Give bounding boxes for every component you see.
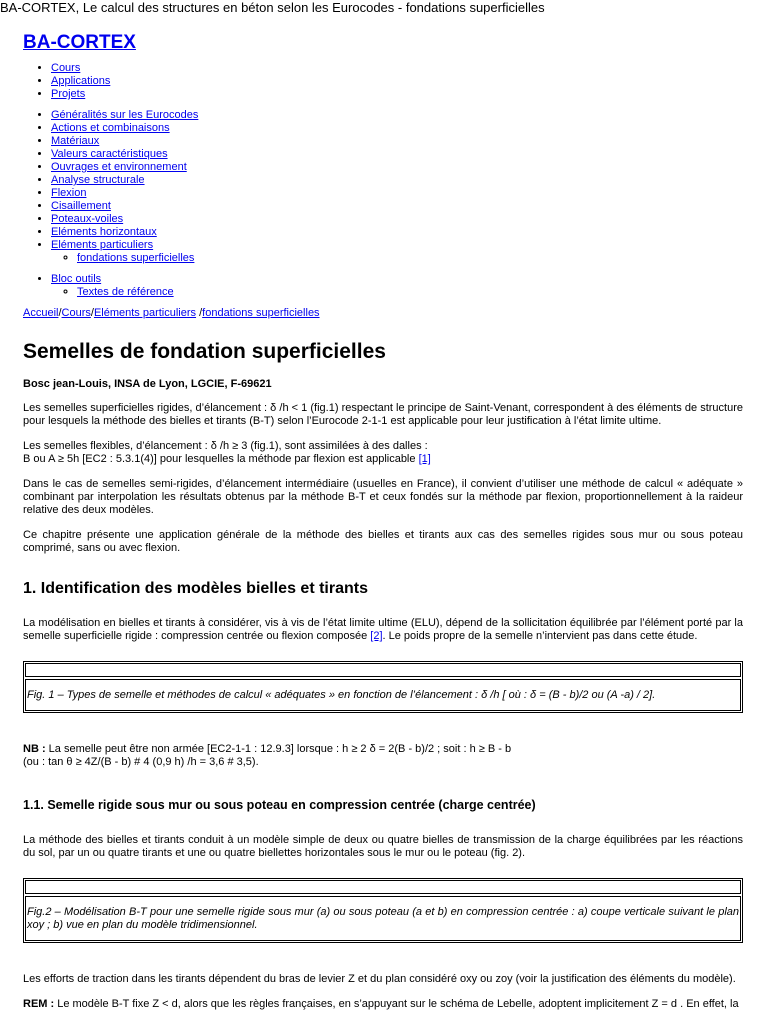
breadcrumb-accueil[interactable]: Accueil — [23, 307, 59, 319]
figure-2-caption: Fig.2 – Modélisation B-T pour une semelle rigide sous mur (a) ou sous poteau (a et b) en compression centrée : a) coupe verticale suivant le plan xoy ; b) vue en plan du modèle tridimensionnel. — [25, 896, 741, 941]
breadcrumb-current[interactable]: fondations superficielles — [202, 307, 320, 319]
topic-item — [51, 122, 743, 135]
nav-item-cours — [51, 62, 743, 75]
nav-link-applications[interactable]: Applications — [51, 75, 111, 87]
topic-item — [51, 174, 743, 187]
window-title: BA-CORTEX, Le calcul des structures en béton selon les Eurocodes - fondations superficielles — [0, 0, 545, 15]
nb-text: La semelle peut être non armée [EC2-1-1 : 12.9.3] lorsque : h ≥ 2 δ = 2(B - b)/2 ; soit : h ≥ B - b — [45, 743, 512, 755]
paragraph-methode-bt: La méthode des bielles et tirants conduit à un modèle simple de deux ou quatre bielles de transmission de la charge équilibrées par les réactions du sol, par un ou quatre tirants et une ou quatre biellettes horizontales sous le mur ou le poteau (fig. 2). — [23, 834, 743, 859]
topic-item — [51, 200, 743, 213]
topic-item — [51, 161, 743, 174]
rem-note — [23, 998, 743, 1011]
paragraph-flexibles — [23, 440, 743, 466]
paragraph-rigides: Les semelles superficielles rigides, d’élancement : δ /h < 1 (fig.1) respectant le principe de Saint-Venant, correspondent à des éléments de structure pour lesquels la méthode des bielles et tirants (B-T) selon l’Eurocode 2-1-1 est applicable pour leur justification à l’état limite ultime. — [23, 402, 743, 427]
tools-subitem — [77, 286, 743, 299]
topic-link-materiaux[interactable]: Matériaux — [51, 135, 100, 147]
page-content — [23, 30, 743, 1023]
nb-label: NB : — [23, 743, 46, 755]
breadcrumb — [23, 307, 743, 320]
tools-link-bloc-outils[interactable]: Bloc outils — [51, 273, 102, 285]
topic-item — [51, 239, 743, 265]
topic-item — [51, 213, 743, 226]
tools-item — [51, 273, 743, 299]
figure-1-image-cell — [25, 663, 741, 677]
breadcrumb-elements[interactable]: Eléments particuliers — [93, 307, 197, 319]
author-line: Bosc jean-Louis, INSA de Lyon, LGCIE, F-69621 — [23, 378, 272, 390]
topic-link-cisaillement[interactable]: Cisaillement — [51, 200, 111, 212]
topic-item — [51, 187, 743, 200]
topic-item — [51, 148, 743, 161]
nb-note — [23, 743, 743, 769]
figure-2-image-cell — [25, 880, 741, 894]
main-nav — [23, 62, 743, 101]
paragraph-chapitre: Ce chapitre présente une application générale de la méthode des bielles et tirants aux cas des semelles rigides sous mur ou sous poteau comprimé, sans ou avec flexion. — [23, 529, 743, 554]
topic-link-poteaux[interactable]: Poteaux-voiles — [51, 213, 124, 225]
tools-link-textes[interactable]: Textes de référence — [77, 286, 174, 298]
nb-text: (ou : tan θ ≥ 4Z/(B - b) # 4 (0,9 h) /h = 3,6 # 3,5). — [23, 756, 259, 768]
topics-nav — [23, 109, 743, 265]
nav-link-projets[interactable]: Projets — [51, 88, 86, 100]
topic-link-actions[interactable]: Actions et combinaisons — [51, 122, 170, 134]
nav-item-applications — [51, 75, 743, 88]
topic-item — [51, 226, 743, 239]
topic-link-horizontaux[interactable]: Eléments horizontaux — [51, 226, 157, 238]
rem-text: Le modèle B-T fixe Z < d, alors que les règles françaises, en s’appuyant sur le schéma de Lebelle, adoptent implicitement Z = d . En effet, la — [54, 998, 739, 1010]
topic-link-particuliers[interactable]: Eléments particuliers — [51, 239, 154, 251]
figure-1-caption: Fig. 1 – Types de semelle et méthodes de calcul « adéquates » en fonction de l’élancement : δ /h [ où : δ = (B - b)/2 ou (A -a) / 2]. — [25, 679, 741, 711]
breadcrumb-separator: / — [58, 307, 62, 319]
figure-2-table — [23, 878, 743, 943]
footnote-ref-1[interactable]: [1] — [418, 453, 431, 465]
paragraph-text: Les semelles flexibles, d’élancement : δ /h ≥ 3 (fig.1), sont assimilées à des dalles : — [23, 440, 428, 452]
paragraph-text: . Le poids propre de la semelle n’intervient pas dans cette étude. — [382, 630, 698, 642]
subsection-heading-1-1: 1.1. Semelle rigide sous mur ou sous poteau en compression centrée (charge centrée) — [23, 798, 536, 812]
paragraph-semi-rigides: Dans le cas de semelles semi-rigides, d’élancement intermédiaire (usuelles en France), il convient d’utiliser une méthode de calcul « adéquate » combinant par interpolation les résultats obtenus par la méthode B-T et ceux fondés sur la méthode par flexion, proportionnellement à la raideur relative des deux modèles. — [23, 478, 743, 516]
section-heading-1: 1. Identification des modèles bielles et tirants — [23, 580, 368, 597]
topic-item — [51, 135, 743, 148]
subtopic-item — [77, 252, 743, 265]
topic-item — [51, 109, 743, 122]
tools-nav — [23, 273, 743, 299]
paragraph-text: B ou A ≥ 5h [EC2 : 5.3.1(4)] pour lesquelles la méthode par flexion est applicable — [23, 453, 419, 465]
breadcrumb-separator: / — [90, 307, 94, 319]
paragraph-efforts: Les efforts de traction dans les tirants dépendent du bras de levier Z et du plan considéré oxy ou zoy (voir la justification des éléments du modèle). — [23, 973, 736, 985]
brand-link[interactable]: BA-CORTEX — [23, 32, 136, 53]
rem-label: REM : — [23, 998, 55, 1010]
breadcrumb-separator: / — [196, 307, 203, 319]
figure-1-table — [23, 661, 743, 713]
site-brand — [23, 32, 743, 54]
topic-link-generalites[interactable]: Généralités sur les Eurocodes — [51, 109, 199, 121]
nav-link-cours[interactable]: Cours — [51, 62, 81, 74]
topic-link-ouvrages[interactable]: Ouvrages et environnement — [51, 161, 187, 173]
paragraph-text: La modélisation en bielles et tirants à considérer, vis à vis de l’état limite ultime (ELU), dépend de la sollicitation équilibrée par l’élément porté par la semelle superficielle rigide : compression centrée ou flexion composée — [23, 617, 743, 642]
page-title: Semelles de fondation superficielles — [23, 340, 386, 363]
topic-subnav — [51, 252, 743, 265]
breadcrumb-cours[interactable]: Cours — [61, 307, 91, 319]
footnote-ref-2[interactable]: [2] — [370, 630, 383, 642]
paragraph-modelisation — [23, 617, 743, 643]
nav-item-projets — [51, 88, 743, 101]
topic-link-flexion[interactable]: Flexion — [51, 187, 87, 199]
topic-link-valeurs[interactable]: Valeurs caractéristiques — [51, 148, 168, 160]
tools-subnav — [51, 286, 743, 299]
subtopic-link-fondations[interactable]: fondations superficielles — [77, 252, 195, 264]
topic-link-analyse[interactable]: Analyse structurale — [51, 174, 145, 186]
